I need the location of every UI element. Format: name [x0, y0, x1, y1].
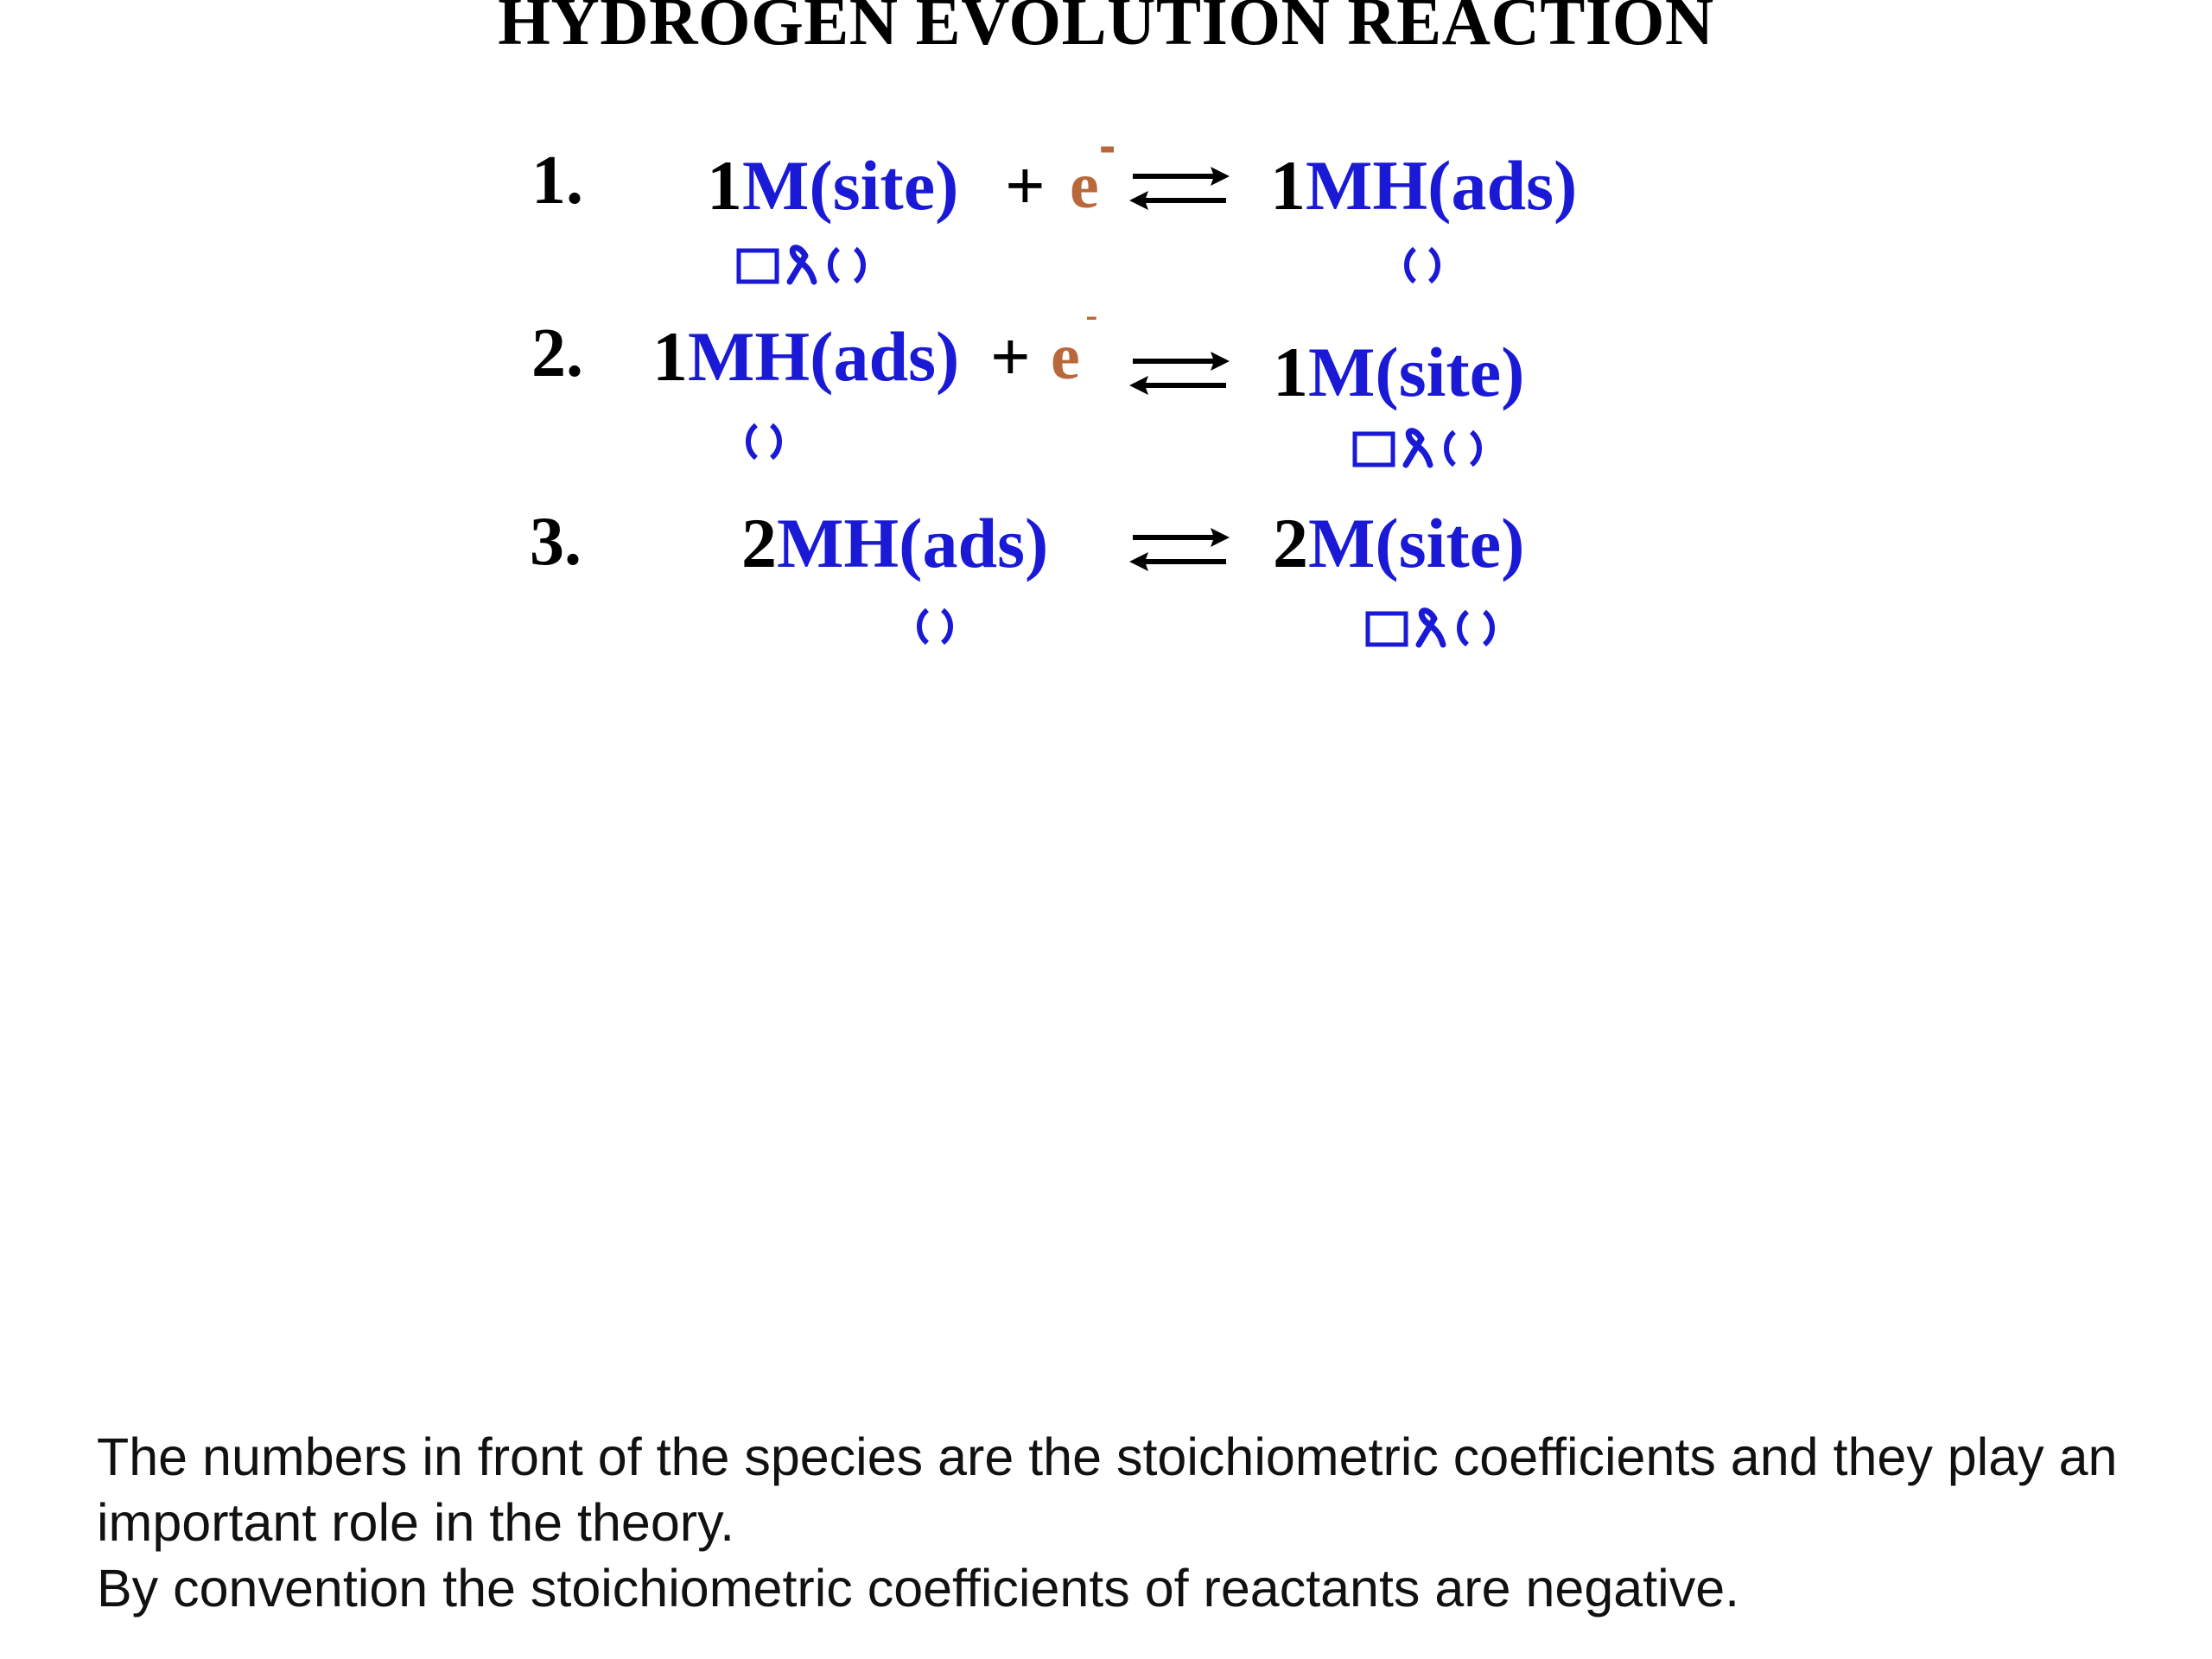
reaction-3-lhs — [741, 503, 1048, 584]
site-glyph-box-icon — [739, 251, 777, 282]
reaction-2-lhs-species: MH(ads) — [688, 317, 960, 396]
reaction-2-electron-charge: - — [1085, 295, 1098, 337]
reaction-2-rhs-coefficient: 1 — [1273, 333, 1308, 411]
reaction-1-electron: e — [1070, 149, 1099, 222]
site-glyph-paren-icon — [830, 249, 863, 282]
reaction-3-lhs-paren-icon — [910, 601, 958, 652]
reaction-1-rhs — [1270, 145, 1577, 226]
reaction-2-lhs — [652, 316, 959, 397]
reaction-3-number: 3. — [530, 504, 582, 580]
note-line-2: By convention the stoichiometric coefficients of reactants are negative. — [97, 1559, 1740, 1618]
reaction-2-lhs-paren-icon — [739, 416, 787, 467]
reaction-2-plus: + — [990, 317, 1031, 396]
reaction-2-rhs-site-glyphs — [1352, 423, 1491, 474]
note-line-1: The numbers in front of the species are the stoichiometric coefficients and they play an important role in the theory. — [97, 1427, 2118, 1552]
reaction-2-number: 2. — [531, 315, 583, 391]
reaction-1-plus: + — [1005, 146, 1046, 225]
reaction-1-lhs-coefficient: 1 — [707, 146, 742, 225]
reaction-1-lhs — [707, 145, 958, 226]
reaction-1-electron-charge: - — [1099, 118, 1116, 174]
reaction-2-lhs-coefficient: 1 — [652, 317, 688, 396]
reaction-2-rhs — [1273, 332, 1524, 413]
reaction-3-rhs — [1273, 503, 1524, 584]
explanatory-note — [97, 1424, 2188, 1621]
reaction-2-equilibrium-arrow-icon — [1128, 349, 1231, 397]
reaction-2-electron: e — [1051, 321, 1080, 393]
reaction-3-rhs-site-glyphs — [1365, 603, 1503, 653]
reaction-3-lhs-coefficient: 2 — [741, 504, 777, 582]
reaction-1-rhs-paren-icon — [1397, 240, 1446, 290]
reaction-1-lhs-species: M(site) — [742, 146, 959, 225]
slide-title: HYDROGEN EVOLUTION REACTION — [498, 0, 1714, 59]
reaction-1-equilibrium-arrow-icon — [1128, 164, 1231, 213]
reaction-2-rhs-species: M(site) — [1308, 333, 1525, 411]
reaction-3-lhs-species: MH(ads) — [777, 504, 1049, 582]
site-glyph-ribbon-icon — [790, 248, 814, 282]
reaction-3-rhs-coefficient: 2 — [1273, 504, 1308, 582]
reaction-1-rhs-species: MH(ads) — [1306, 146, 1578, 225]
reaction-1-rhs-coefficient: 1 — [1270, 146, 1306, 225]
reaction-1-number: 1. — [531, 143, 583, 219]
reaction-3-equilibrium-arrow-icon — [1128, 525, 1231, 574]
reaction-3-rhs-species: M(site) — [1308, 504, 1525, 582]
reaction-1-lhs-site-glyphs — [736, 240, 874, 290]
